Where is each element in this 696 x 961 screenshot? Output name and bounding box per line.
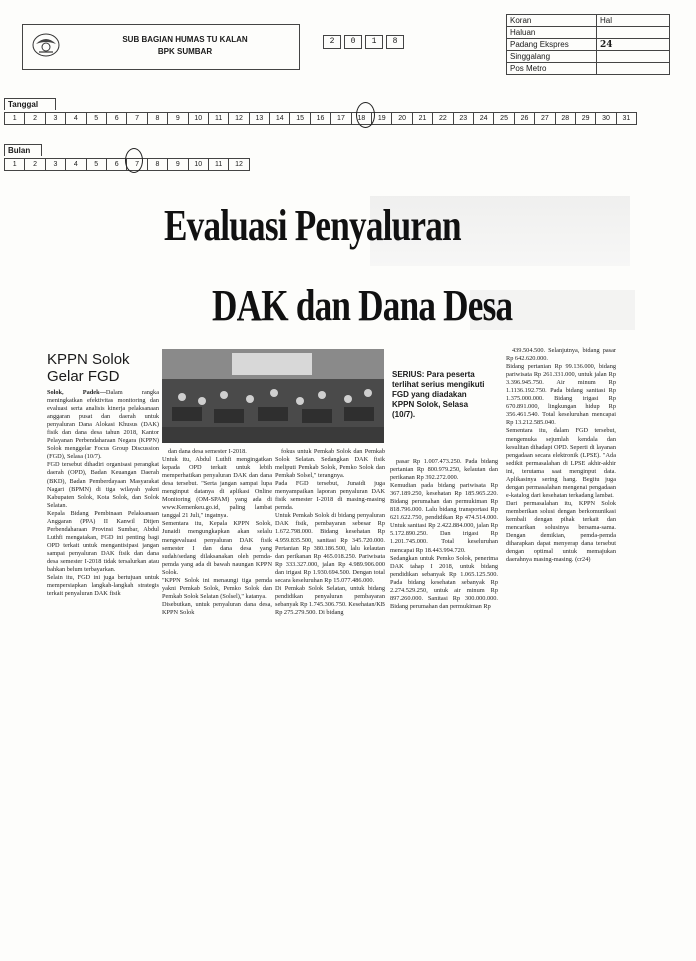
day-cell: 29 <box>576 113 596 124</box>
article-column-2 <box>162 448 272 766</box>
body-column-4: pasar Rp 1.007.473.250. Pada bidang pertanian Rp 800.979.250, kelautan dan perikanan Rp 392.272.000. Kemudian pada bidang pariwisata Rp 367.189.250, kesehatan Rp 185.965.220. Bidang perumahan dan permukiman Rp 818.796.000. Lalu bidang transportasi Rp 621.622.750, pendidikan Rp 474.514.000. Untuk sanitasi Rp 2.422.884.000, jalan Rp 5.172.890.250. Dan irigasi Rp 1.201.745.000. Total keseluruhan mencapai Rp 18.443.994.720. Sedangkan untuk Pemko Solok, penerima DAK tahap I 2018, untuk bidang pendidikan sebanyak Rp 1.065.125.500. Pada bidang kesehatan sebanyak Rp 2.274.529.250, untuk air minum Rp 897.260.000. Sanitasi Rp 300.000.000. Bidang perumahan dan permukiman Rp <box>390 458 498 610</box>
article-column-3 <box>275 448 385 766</box>
day-cell: 6 <box>107 113 127 124</box>
day-cell: 12 <box>229 113 249 124</box>
year-digit: 1 <box>365 35 383 49</box>
newspaper-name: Singgalang <box>507 51 597 62</box>
day-cell: 5 <box>87 113 107 124</box>
day-cell: 13 <box>250 113 270 124</box>
month-cell: 8 <box>148 159 168 170</box>
day-cell: 14 <box>270 113 290 124</box>
day-cell: 21 <box>413 113 433 124</box>
bpk-emblem-icon <box>30 30 62 60</box>
day-cell: 4 <box>66 113 86 124</box>
article-column-5 <box>506 347 616 767</box>
newspaper-row <box>507 63 669 74</box>
newspaper-name: Pos Metro <box>507 63 597 74</box>
day-cell: 28 <box>556 113 576 124</box>
org-line2: BPK SUMBAR <box>157 47 213 56</box>
month-circle-mark <box>125 148 143 173</box>
body-column-3: fokus untuk Pemkab Solok dan Pemkab Solok Selatan. Sedangkan DAK fisik meliputi Pemkab Solok, Pemko Solok dan Pemkab Solsel," terangnya. Pada FGD tersebut, Junaidi juga menyampaikan laporan penyaluran DAK fisik semester I-2018 di masing-masing pemda. Untuk Pemkab Solok di bidang penyaluran DAK fisik, pembayaran sebesar Rp 1.672.798.000. Bidang kesehatan Rp 4.959.835.500, sanitasi Rp 345.720.000. Pertanian Rp 380.186.500, lalu kelautan dan perikanan Rp 465.018.250. Pariwisata Rp 333.327.000, jalan Rp 4.989.906.000 dan irigasi Rp 1.930.694.500. Dengan total secara keseluruhan Rp 15.077.486.000. Di Pemkab Solok Selatan, untuk bidang pendidikan penyaluran pembayaran sebanyak Rp 1.745.306.750. Kesehatan/KB Rp 275.279.500. Di bidang <box>275 448 385 616</box>
tanggal-label: Tanggal <box>4 98 56 110</box>
page-number: 24 <box>600 40 613 50</box>
month-cell: 6 <box>107 159 127 170</box>
day-cell: 20 <box>392 113 412 124</box>
month-cell: 2 <box>25 159 45 170</box>
day-cell: 17 <box>331 113 351 124</box>
day-circle-mark <box>356 102 375 128</box>
newspaper-name: Haluan <box>507 27 597 38</box>
day-cells <box>4 112 637 125</box>
day-cell: 25 <box>494 113 514 124</box>
day-cell: 16 <box>311 113 331 124</box>
hal-label: Hal <box>600 16 613 25</box>
day-cell: 23 <box>454 113 474 124</box>
day-cell: 15 <box>290 113 310 124</box>
day-cell: 10 <box>189 113 209 124</box>
day-cell: 1 <box>5 113 25 124</box>
organization-name <box>80 34 290 58</box>
fgd-meeting-photo <box>162 349 384 443</box>
date-table <box>4 94 637 125</box>
day-cell: 2 <box>25 113 45 124</box>
day-cell: 3 <box>46 113 66 124</box>
day-cell: 24 <box>474 113 494 124</box>
month-cell: 4 <box>66 159 86 170</box>
day-cell: 7 <box>127 113 147 124</box>
newspaper-table-header <box>507 15 669 27</box>
day-cell: 8 <box>148 113 168 124</box>
newspaper-row <box>507 51 669 63</box>
day-cell: 9 <box>168 113 188 124</box>
newspaper-name: Padang Ekspres <box>507 39 597 50</box>
body-column-2: dan dana desa semester I-2018. Untuk itu, Abdul Luthfi mengingatkan kepada OPD terkait untuk lebih memperhatikan penyaluran DAK dan dana desa tersebut. "Serta jangan sampai lupa menginput datanya di aplikasi Online Monitoring (OM-SPAM) yang ada di www.Kemenkeu.go.id, paling lambat tanggal 21 Juli," ingatnya. Sementara itu, Kepala KPPN Solok, Junaidi mengungkapkan akan selalu mengevaluasi penyaluran DAK fisik semester I dan dana desa yang sudah/sedang dilaksanakan oleh pemda-pemda yang ada di bawah naungan KPPN Solok. "KPPN Solok ini menaungi tiga pemda yakni Pemkab Solok, Pemko Solok dan Pemkab Solok Selatan (Solsel)," katanya. Disebutkan, untuk penyaluran dana desa, KPPN Solok <box>162 448 272 616</box>
month-cell: 5 <box>87 159 107 170</box>
month-cell: 7 <box>127 159 147 170</box>
body-column-5: 439.504.500. Selanjutnya, bidang pasar Rp 642.620.000. Bidang pertanian Rp 99.136.000, bidang pariwisata Rp 261.331.000, untuk jalan Rp 3.396.945.750. Air minum Rp 1.1136.192.750. Pada bidang sanitasi Rp 1.375.000.000. Bidang irigasi Rp 670.891.000, lingkungan hidup Rp 356.461.540. Total keseluruhan mencapai Rp 13.212.585.040. Sementara itu, dalam FGD tersebut, mengemuka sejumlah kendala dan kesulitan dihadapi OPD. Seperti di layanan pengadaan secara elektronik (LPSE). "Ada sedikit permasalahan di LPSE akhir-akhir ini, terutama saat menginput data. Aplikasinya sering hang. Begitu juga dengan permasalahan mengenai pengadaan e-katalog dari kesehatan terkadang lambat. Dari permasalahan itu, KPPN Solok memberikan solusi dengan berkomunikasi kembali dengan pihak terkait dan mencarikan solusinya bersama-sama. Dengan demikian, pemda-pemda diharapkan dapat menyerap dana tersebut dengan optimal untuk memajukan daerahnya masing-masing. (cr24) <box>506 347 616 564</box>
day-cell: 19 <box>372 113 392 124</box>
month-cell: 10 <box>189 159 209 170</box>
newspaper-row <box>507 27 669 39</box>
photo-caption: SERIUS: Para peserta terlihat serius mengikuti FGD yang diadakan KPPN Solok, Selasa (10/7). <box>392 370 485 419</box>
org-line1: SUB BAGIAN HUMAS TU KALAN <box>122 35 248 44</box>
dateline: Solok, Padek— <box>47 389 106 396</box>
day-cell: 26 <box>515 113 535 124</box>
year-digit: 8 <box>386 35 404 49</box>
month-cell: 3 <box>46 159 66 170</box>
day-cell: 27 <box>535 113 555 124</box>
article-column-1 <box>47 389 159 767</box>
year-digit: 0 <box>344 35 362 49</box>
bulan-label: Bulan <box>4 144 42 156</box>
headline-line2: DAK dan Dana Desa <box>212 281 513 330</box>
day-cell: 11 <box>209 113 229 124</box>
month-cell: 1 <box>5 159 25 170</box>
year-boxes <box>323 35 407 49</box>
body-column-1: Dalam rangka meningkatkan efektivitas monitoring dan evaluasi serta analisis kinerja pelaksanaan anggaran pusat dan daerah untuk penyaluran Dana Alokasi Khusus (DAK) fisik dan dana desa tahun 2018, Kantor Pelayanan Perbendaharaan Negara (KPPN) Solok menggelar Focus Group Discussion (FGD), Selasa (10/7). FGD tersebut dihadiri organisasi perangkat daerah (OPD), Badan Keuangan Daerah (BKD), Badan Pemberdayaan Masyarakat Nagari (BPMN) di tiga wilayah yakni Kabupaten Solok, Kota Solok, dan Solok Selatan. Kepala Bidang Pembinaan Pelaksanaan Anggaran (PPA) II Kanwil Ditjen Perbendaharaan Provinsi Sumbar, Abdul Luthfi mengatakan, FGD ini penting bagi OPD terkait untuk mengantisipasi jangan sampai penyaluran DAK fisik dan dana desa semester I-2018 tidak tersalurkan atau bahkan belum terbayarkan. Selain itu, FGD ini juga bertujuan untuk mempersiapkan langkah-langkah strategis terkait penyaluran DAK fisik <box>47 389 159 598</box>
headline-line1: Evaluasi Penyaluran <box>164 201 461 250</box>
subheadline: KPPN Solok Gelar FGD <box>47 351 130 385</box>
article-column-4 <box>390 458 498 768</box>
day-cell: 18 <box>352 113 372 124</box>
koran-label: Koran <box>507 15 597 26</box>
newspaper-row <box>507 39 669 51</box>
year-digit: 2 <box>323 35 341 49</box>
month-cell: 12 <box>235 161 243 168</box>
newspaper-table <box>506 14 670 75</box>
day-cell: 22 <box>433 113 453 124</box>
day-cell: 31 <box>622 115 631 122</box>
day-cell: 30 <box>596 113 616 124</box>
month-cell: 11 <box>209 159 229 170</box>
month-cell: 9 <box>168 159 188 170</box>
